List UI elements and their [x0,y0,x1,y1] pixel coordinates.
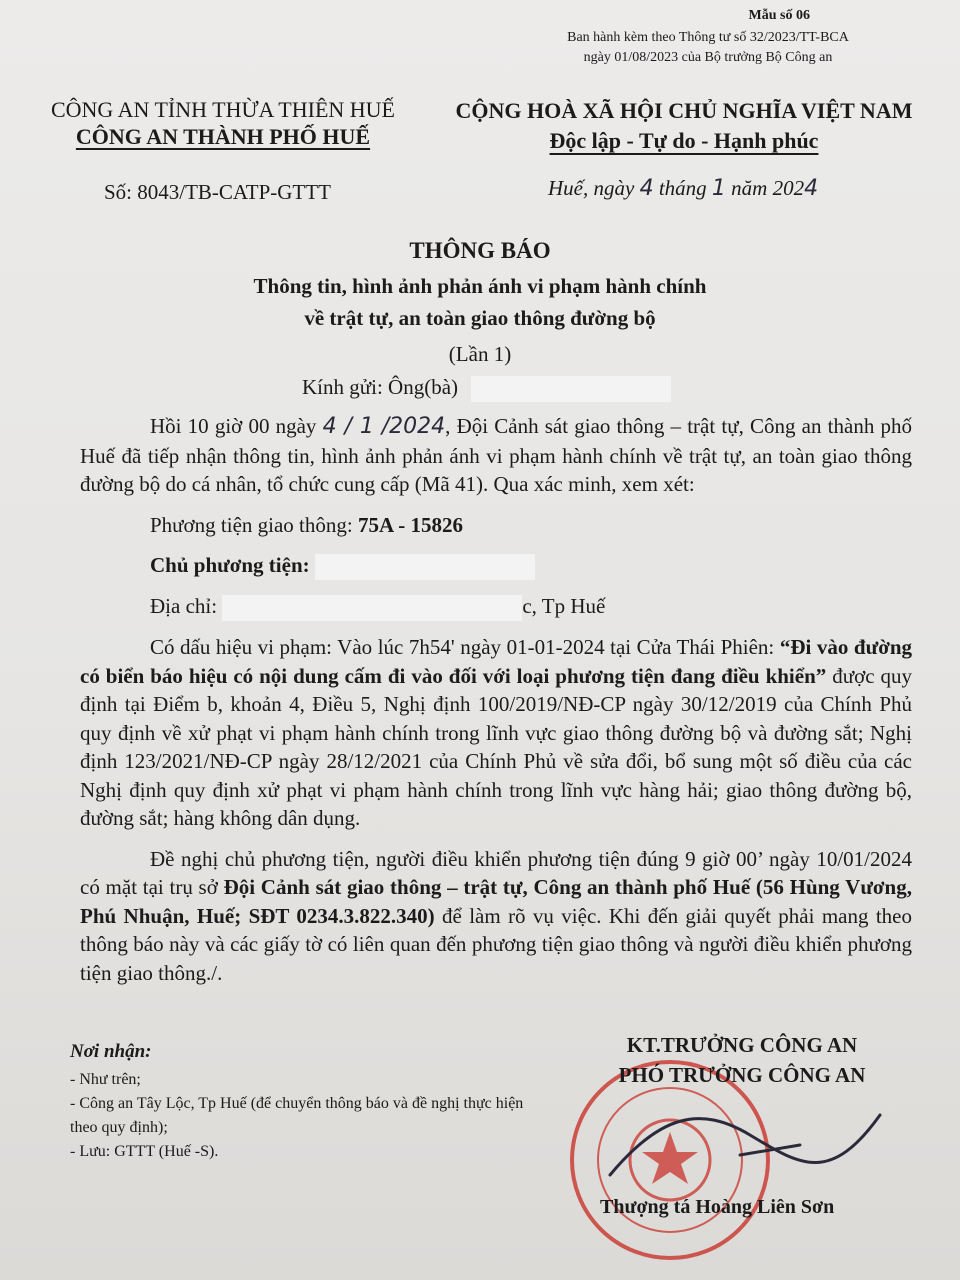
recipient-label: Kính gửi: Ông(bà) [302,375,459,399]
recipient-item: - Công an Tây Lộc, Tp Huế (để chuyển thông báo và đề nghị thực hiện theo quy định); [70,1095,524,1136]
agency-parent: CÔNG AN TỈNH THỪA THIÊN HUẾ [50,97,395,122]
request-text: Đề nghị chủ phương tiện, người điều khiển phương tiện đúng 9 giờ 00’ ngày 10/01/2024 có mặt tại trụ sở [80,846,912,900]
signer-name: Thượng tá Hoàng Liên Sơn [600,1196,835,1218]
recipients-block [70,1040,530,1164]
vehicle-field [80,511,912,540]
date-day: 4 [639,176,654,201]
recipient-item: - Lưu: GTTT (Huế -S). [70,1143,219,1160]
owner-label: Chủ phương tiện: [150,553,310,577]
recipient-item: - Như trên; [70,1071,141,1088]
intro-paragraph [80,412,912,499]
violation-paragraph [80,633,912,833]
vehicle-plate: 75A - 15826 [357,512,463,537]
national-motto: Độc lập - Tự do - Hạnh phúc [549,128,819,153]
document-subtitle [0,270,960,334]
agency-name: CÔNG AN THÀNH PHỐ HUẾ [75,124,371,149]
redacted-recipient-name [471,376,671,402]
date-year-digit: 4 [804,176,819,201]
notice-count: (Lần 1) [448,342,512,366]
intro-handwritten-date: 4 / 1 /2024 [322,414,446,439]
intro-prefix: Hồi 10 giờ 00 ngày [150,414,317,438]
notice-body [80,412,912,987]
redacted-address [222,595,522,621]
address-field [80,592,912,621]
date-year-label: năm 202 [731,176,805,200]
national-header [438,96,930,156]
address-tail: c, Tp Huế [522,594,606,619]
form-number: Mẫu số 06 [748,8,810,23]
document-date [548,176,818,201]
national-name: CỘNG HOÀ XÃ HỘI CHỦ NGHĨA VIỆT NAM [455,98,913,123]
document-number: Số: 8043/TB-CATP-GTTT [104,180,331,204]
request-instructions: để làm rõ vụ việc. Khi đến giải quyết phải mang theo thông báo này và các giấy tờ có liên quan đến phương tiện giao thông và người điều khiển phương tiện giao thông./. [80,903,913,985]
redacted-owner-name [315,554,535,580]
violation-description: “Đi vào đường có biển báo hiệu có nội dung cấm đi vào đối với loại phương tiện đang điều khiển” [80,635,913,688]
address-label: Địa chỉ: [150,594,218,619]
violation-intro: Có dấu hiệu vi phạm: Vào lúc 7h54' ngày 01-01-2024 tại Cửa Thái Phiên: [150,635,775,660]
handwritten-signature [590,1085,910,1205]
form-reference-line1: Ban hành kèm theo Thông tư số 32/2023/TT-BCA [567,30,849,45]
recipient-line [302,375,671,402]
form-reference-line2: ngày 01/08/2023 của Bộ trưởng Bộ Công an [583,50,833,65]
form-reference [498,28,918,68]
owner-field [80,551,912,580]
date-prefix: Huế, ngày [548,176,635,200]
violation-legal-basis: được quy định tại Điểm b, khoản 4, Điều 5, Nghị định 100/2019/NĐ-CP ngày 30/12/2019 của Chính Phủ quy định về xử phạt vi phạm hành chính trong lĩnh vực giao thông đường bộ và đường sắt; Nghị định 123/2021/NĐ-CP ngày 28/12/2021 của Chính Phủ về sửa đổi, bổ sung một số điều của các Nghị định quy định xử phạt vi phạm hành chính trong lĩnh vực hàng hải; giao thông đường bộ, đường sắt; hàng không dân dụng. [80,663,912,831]
recipients-title: Nơi nhận: [70,1041,152,1062]
intro-text: , Đội Cảnh sát giao thông – trật tự, Công an thành phố Huế đã tiếp nhận thông tin, hình ảnh phản ánh vi phạm hành chính về trật tự, an toàn giao thông đường bộ do cá nhân, tổ chức cung cấp (Mã 41). Qua xác minh, xem xét: [80,414,912,496]
vehicle-label: Phương tiện giao thông: [150,512,353,537]
subtitle-line1: Thông tin, hình ảnh phản ánh vi phạm hành chính [253,274,707,298]
subtitle-line2: về trật tự, an toàn giao thông đường bộ [304,306,656,330]
signature-title: KT.TRƯỞNG CÔNG AN [626,1033,858,1057]
request-paragraph [80,845,912,988]
document-title: THÔNG BÁO [409,238,551,263]
date-month-label: tháng [658,176,707,200]
signature-position: PHÓ TRƯỞNG CÔNG AN [618,1063,866,1087]
issuing-agency [28,96,418,150]
request-location: Đội Cảnh sát giao thông – trật tự, Công an thành phố Huế (56 Hùng Vương, Phú Nhuận, Huế; SĐT 0234.3.822.340) [80,875,912,928]
date-month: 1 [711,176,726,201]
signature-block [582,1030,902,1090]
